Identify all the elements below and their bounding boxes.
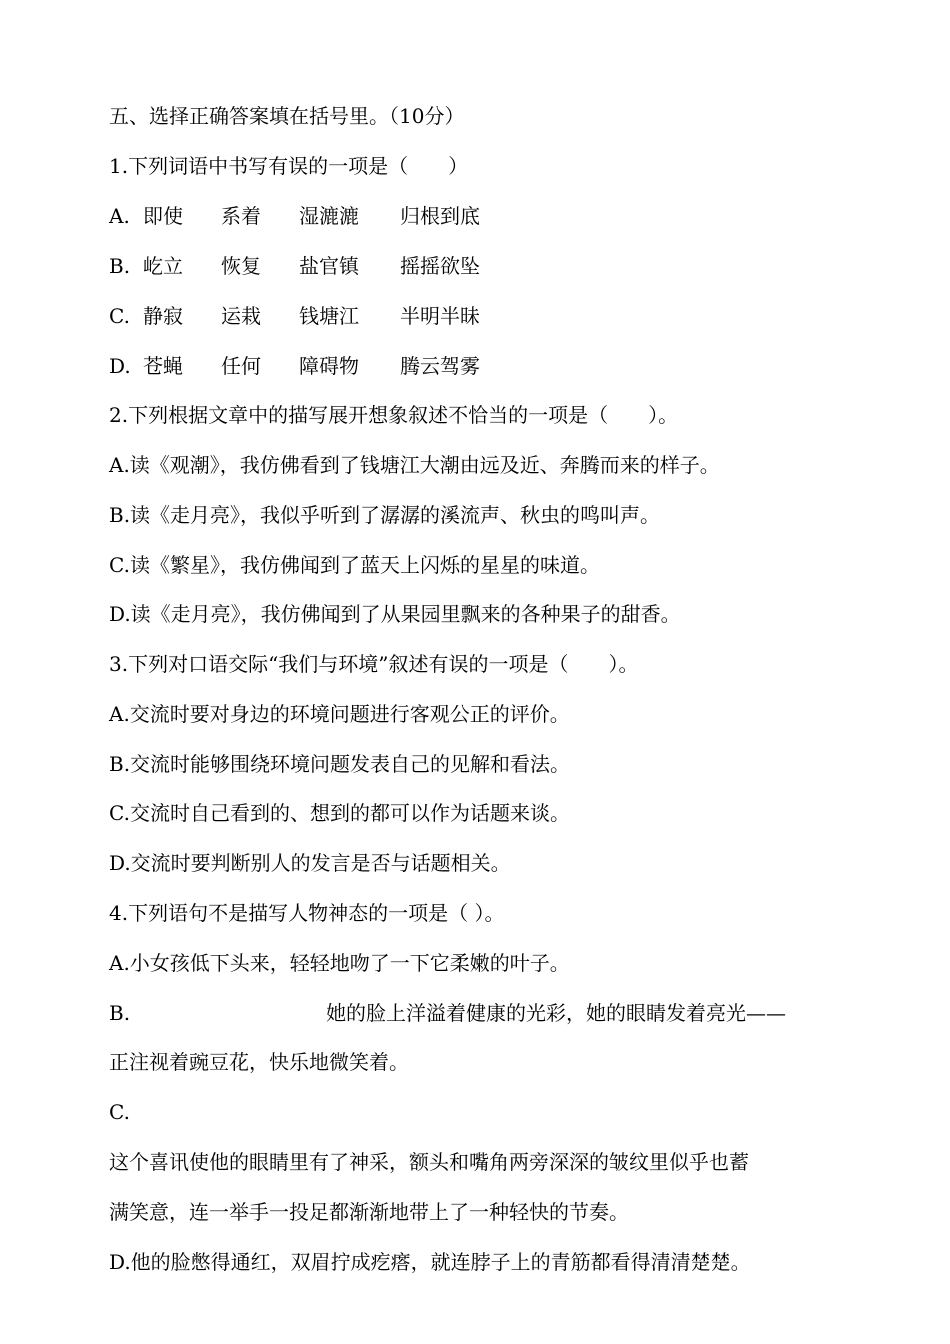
q2-stem: 2.下列根据文章中的描写展开想象叙述不恰当的一项是（ ）。 xyxy=(109,403,679,427)
q1-stem: 1.下列词语中书写有误的一项是（ ） xyxy=(109,154,469,178)
option-label: A. xyxy=(109,204,130,228)
q1-option-c xyxy=(109,303,480,329)
word: 障碍物 xyxy=(299,354,359,378)
q4-option-c-label: C. xyxy=(109,1100,130,1124)
word: 静寂 xyxy=(143,304,183,328)
q1-option-b xyxy=(109,253,480,279)
q4-option-a: A.小女孩低下头来，轻轻地吻了一下它柔嫩的叶子。 xyxy=(109,951,570,975)
q3-option-c: C.交流时自己看到的、想到的都可以作为话题来谈。 xyxy=(109,801,570,825)
option-label: C. xyxy=(109,304,130,328)
word: 腾云驾雾 xyxy=(400,354,480,378)
q3-option-d: D.交流时要判断别人的发言是否与话题相关。 xyxy=(109,851,511,875)
word: 半明半昧 xyxy=(400,304,480,328)
word: 屹立 xyxy=(143,254,183,278)
word: 钱塘江 xyxy=(299,304,359,328)
q2-option-c: C.读《繁星》，我仿佛闻到了蓝天上闪烁的星星的味道。 xyxy=(109,553,600,577)
word: 苍蝇 xyxy=(143,354,183,378)
section-title: 五、选择正确答案填在括号里。（10分） xyxy=(109,104,465,128)
word: 恢复 xyxy=(221,254,261,278)
q4-option-b xyxy=(109,1000,786,1026)
word: 摇摇欲坠 xyxy=(400,254,480,278)
q3-stem: 3.下列对口语交际“我们与环境”叙述有误的一项是（ ）。 xyxy=(109,652,639,676)
q1-option-d xyxy=(109,353,480,379)
word: 归根到底 xyxy=(400,204,480,228)
word: 即使 xyxy=(143,204,183,228)
option-label: B. xyxy=(109,254,131,278)
q2-option-d: D.读《走月亮》，我仿佛闻到了从果园里飘来的各种果子的甜香。 xyxy=(109,602,681,626)
q3-option-b: B.交流时能够围绕环境问题发表自己的见解和看法。 xyxy=(109,752,571,776)
word: 任何 xyxy=(221,354,261,378)
q4-option-c-cont: 满笑意，连一举手一投足都渐渐地带上了一种轻快的节奏。 xyxy=(109,1200,629,1224)
option-b-text: 她的脸上洋溢着健康的光彩，她的眼睛发着亮光—— xyxy=(326,1001,787,1025)
option-label: B. xyxy=(109,1001,131,1025)
q2-option-a: A.读《观潮》，我仿佛看到了钱塘江大潮由远及近、奔腾而来的样子。 xyxy=(109,453,720,477)
word: 湿漉漉 xyxy=(299,204,359,228)
q1-option-a xyxy=(109,203,480,229)
q4-option-b-cont: 正注视着豌豆花，快乐地微笑着。 xyxy=(109,1050,409,1074)
option-label: D. xyxy=(109,354,131,378)
q2-option-b: B.读《走月亮》，我似乎听到了潺潺的溪流声、秋虫的鸣叫声。 xyxy=(109,503,661,527)
q4-option-c: 这个喜讯使他的眼睛里有了神采，额头和嘴角两旁深深的皱纹里似乎也蓄 xyxy=(109,1150,749,1174)
q4-option-d: D.他的脸憋得通红，双眉拧成疙瘩，就连脖子上的青筋都看得清清楚楚。 xyxy=(109,1250,751,1274)
word: 系着 xyxy=(221,204,261,228)
q4-stem: 4.下列语句不是描写人物神态的一项是（ ）。 xyxy=(109,901,505,925)
word: 盐官镇 xyxy=(299,254,359,278)
word: 运栽 xyxy=(221,304,261,328)
q3-option-a: A.交流时要对身边的环境问题进行客观公正的评价。 xyxy=(109,702,570,726)
